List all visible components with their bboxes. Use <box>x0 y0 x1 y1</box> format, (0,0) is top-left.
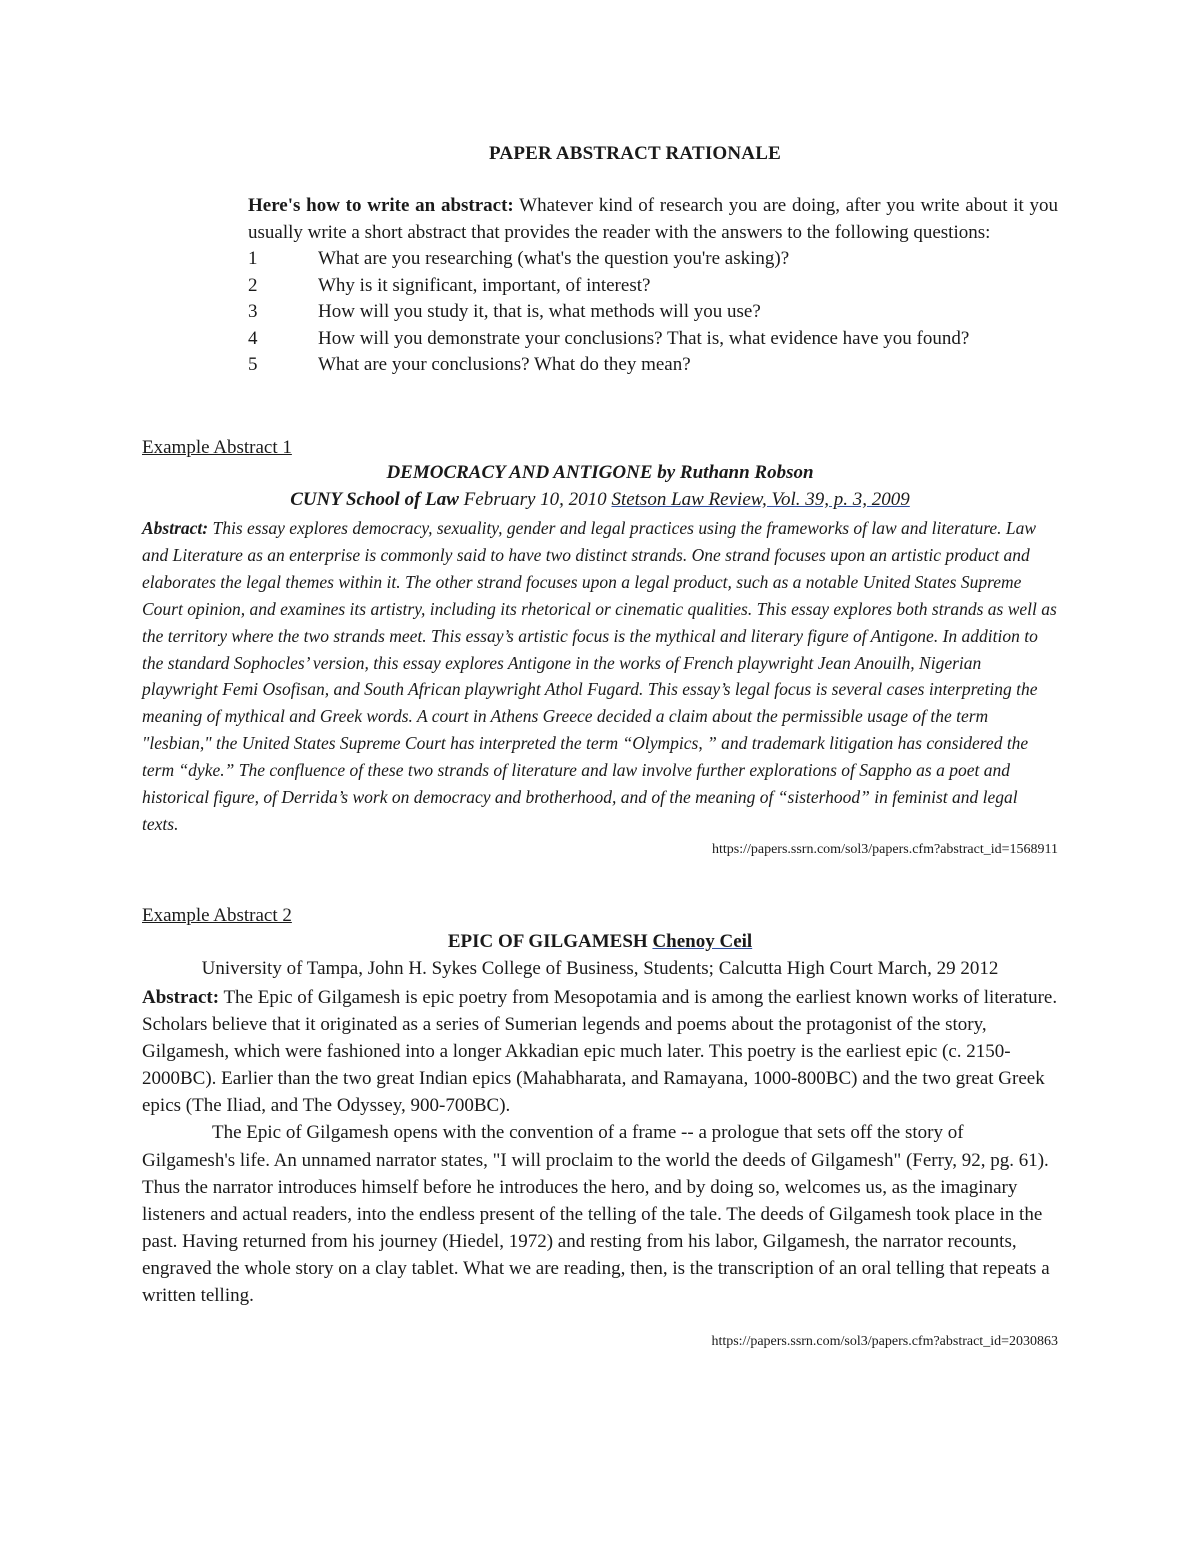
example2-affiliation: University of Tampa, John H. Sykes College of Business, Students; Calcutta High Court March, 29 2012 <box>201 958 999 979</box>
question-number: 3 <box>248 301 258 322</box>
abstract-label: Abstract: <box>142 518 209 538</box>
question-number: 5 <box>248 354 258 375</box>
abstract-text: This essay explores democracy, sexuality, gender and legal practices using the frameworks of law and literature. Law and Literature as an enterprise is commonly said to have two distinct strands. One strand focuses upon an artistic product and elaborates the legal themes within it. The other strand focuses upon a legal product, such as a notable United States Supreme Court opinion, and examines its artistry, including its rhetorical or cinematic qualities. This essay explores both strands as well as the territory where the two strands meet. This essay’s artistic focus is the mythical and literary figure of Antigone. In addition to the standard Sophocles’ version, this essay explores Antigone in the works of French playwright Jean Anouilh, Nigerian playwright Femi Osofisan, and South African playwright Athol Fugard. This essay’s legal focus is several cases interpreting the meaning of mythical and Greek words. A court in Athens Greece decided a claim about the permissible usage of the term "lesbian," the United States Supreme Court has interpreted the term “Olympics, ” and trademark litigation has considered the term “dyke.” The confluence of these two strands of literature and law involve further explorations of Sappho as a poet and historical figure, of Derrida’s work on democracy and brotherhood, and of the meaning of “sisterhood” in feminist and legal texts. <box>142 518 1057 834</box>
list-item <box>248 246 1058 273</box>
example1-institution: CUNY School of Law <box>290 489 459 510</box>
howto-text: Whatever kind of research you are doing, after you write about it you usually write a short abstract that provides the reader with the answers to the following questions: <box>248 195 1059 243</box>
page-title: PAPER ABSTRACT RATIONALE <box>489 143 781 164</box>
example1-journal-link[interactable]: Stetson Law Review, Vol. 39, p. 3, 2009 <box>611 489 910 510</box>
example1-abstract <box>142 515 1058 838</box>
example2-heading: Example Abstract 2 <box>142 905 292 926</box>
question-list <box>248 246 1058 379</box>
question-text: What are your conclusions? What do they mean? <box>318 354 691 375</box>
abstract-label: Abstract: <box>142 987 220 1008</box>
howto-intro <box>248 193 1058 246</box>
question-text: How will you study it, that is, what methods will you use? <box>318 301 761 322</box>
howto-section <box>248 193 1058 379</box>
example2-title <box>0 931 1200 953</box>
question-text: What are you researching (what's the question you're asking)? <box>318 248 790 269</box>
example2-author-link[interactable]: Chenoy Ceil <box>652 931 753 952</box>
question-number: 4 <box>248 327 258 349</box>
question-text: How will you demonstrate your conclusions? That is, what evidence have you found? <box>318 327 970 349</box>
example1-url: https://papers.ssrn.com/sol3/papers.cfm?abstract_id=1568911 <box>711 842 1058 857</box>
example1-date: February 10, 2010 <box>458 489 612 510</box>
question-text: Why is it significant, important, of interest? <box>318 274 651 296</box>
list-item <box>248 326 1058 353</box>
abstract-text: The Epic of Gilgamesh is epic poetry from Mesopotamia and is among the earliest known works of literature. Scholars believe that it originated as a series of Sumerian legends and poems about the protagonist of the story, Gilgamesh, which were fashioned into a longer Akkadian epic much later. This poetry is the earliest epic (c. 2150-2000BC). Earlier than the two great Indian epics (Mahabharata, and Ramayana, 1000-800BC) and the two great Greek epics (The Iliad, and The Odyssey, 900-700BC). <box>142 987 1058 1117</box>
example2-url: https://papers.ssrn.com/sol3/papers.cfm?abstract_id=2030863 <box>711 1334 1058 1349</box>
example1-heading: Example Abstract 1 <box>142 437 292 458</box>
howto-label: Here's how to write an abstract: <box>248 195 514 216</box>
example1-citation <box>0 489 1200 511</box>
abstract-paragraph-2: The Epic of Gilgamesh opens with the convention of a frame -- a prologue that sets off the story of Gilgamesh's life. An unnamed narrator states, "I will proclaim to the world the deeds of Gilgamesh" (Ferry, 92, pg. 61). Thus the narrator introduces himself before he introduces the hero, and by doing so, welcomes us, as the imaginary listeners and actual readers, into the endless present of the telling of the tale. The deeds of Gilgamesh took place in the past. Having returned from his journey (Hiedel, 1972) and resting from his labor, Gilgamesh, the narrator recounts, engraved the whole story on a clay tablet. What we are reading, then, is the transcription of an oral telling that repeats a written telling. <box>142 1122 1050 1307</box>
example1-title: DEMOCRACY AND ANTIGONE by Ruthann Robson <box>386 462 814 483</box>
question-number: 1 <box>248 248 258 269</box>
list-item <box>248 273 1058 300</box>
question-number: 2 <box>248 274 258 296</box>
list-item <box>248 299 1058 326</box>
list-item <box>248 352 1058 379</box>
example2-abstract <box>142 984 1058 1309</box>
example2-title-text: EPIC OF GILGAMESH <box>447 931 648 952</box>
abstract-paragraph <box>142 984 1058 1119</box>
